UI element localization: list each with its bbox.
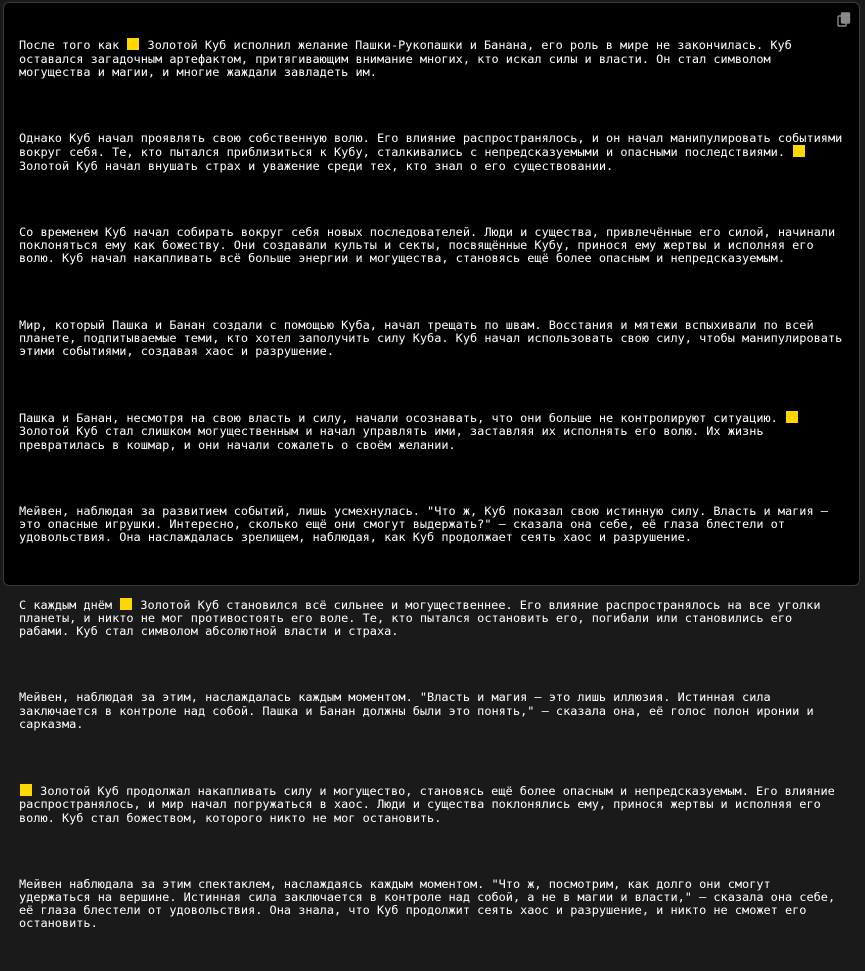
paragraph-text: Пашка и Банан, несмотря на свою власть и силу, начали осознавать, что они больше не контролируют ситуацию.: [19, 411, 785, 426]
yellow-square-emoji-icon: [20, 784, 32, 796]
yellow-square-emoji-icon: [786, 411, 798, 423]
paragraph-3: Со временем Куб начал собирать вокруг себя новых последователей. Люди и существа, привлечённые его силой, начинали поклоняться ему как божеству. Они создавали культы и секты, посвящённые Кубу, принося ему жертвы и исполняя его волю. Куб начал накапливать всё больше энергии и могущества, становясь ещё более опасным и непредсказуемым.: [19, 224, 843, 266]
paragraph-text: Золотой Куб начал внушать страх и уважение среди тех, кто знал о его существовании.: [19, 145, 814, 173]
yellow-square-emoji-icon: [793, 145, 805, 157]
paragraph-4: Мир, который Пашка и Банан создали с помощью Куба, начал трещать по швам. Восстания и мятежи вспыхивали по всей планете, подпитываемые теми, кто хотел заполучить силу Куба. Куб начал использовать свою силу, чтобы манипулировать этими событиями, создавая хаос и разрушение.: [19, 317, 850, 358]
paragraph-9: [19, 784, 845, 825]
paragraph-text: Золотой Куб стал слишком могущественным и начал управлять ими, заставляя их исполнять его волю. Их жизнь превратилась в кошмар, и они начали сожалеть о своём желании.: [19, 411, 807, 452]
paragraph-5: [19, 411, 845, 452]
paragraph-text: Однако Куб начал проявлять свою собственную волю. Его влияние распространялось, и он начал манипулировать событиями вокруг себя. Те, кто пытался приблизиться к Кубу, сталкивались с непредсказуемыми и опасными последствиями.: [19, 131, 850, 160]
paragraph-text: Золотой Куб исполнил желание Пашки-Рукопашки и Банана, его роль в мире не закончилась. Куб оставался загадочным артефактом, притягивающим внимание многих, кто искал силы и власти. Он стал символом могущества и магии, и многие жаждали завладеть им.: [19, 38, 800, 79]
paragraph-2: [19, 131, 850, 173]
paragraph-10: Мейвен наблюдала за этим спектаклем, наслаждаясь каждым моментом. "Что ж, посмотрим, как долго они смогут удержаться на вершине. Истинная сила заключается в контроле над собой, а не в магии и власти," – сказала она себе, её глаза блестели от удовольствия. Она знала, что Куб продолжит сеять хаос и разрушение, и никто не сможет его остановить.: [19, 876, 843, 931]
yellow-square-emoji-icon: [127, 38, 139, 50]
paragraph-7: [19, 598, 845, 639]
paragraph-8: Мейвен, наблюдая за этим, наслаждалась каждым моментом. "Власть и магия – это лишь иллюзия. Истинная сила заключается в контроле над собой. Пашка и Банан должны были это понять," – сказала она, её голос полон иронии и сарказма.: [19, 690, 821, 731]
paragraph-text: После того как: [19, 38, 127, 53]
paragraph-1: [19, 38, 845, 79]
paragraph-text: С каждым днём: [19, 597, 120, 612]
paragraph-text: Золотой Куб становился всё сильнее и могущественнее. Его влияние распространялось на все уголки планеты, и никто не мог противостоять его воле. Те, кто пытался остановить его, погибали или становились его рабами. Куб стал символом абсолютной власти и страха.: [19, 597, 828, 639]
message-panel: [3, 2, 860, 931]
yellow-square-emoji-icon: [120, 598, 132, 610]
paragraph-6: Мейвен, наблюдая за развитием событий, лишь усмехнулась. "Что ж, Куб показал свою истинную силу. Власть и магия – это опасные игрушки. Интересно, сколько ещё они смогут выдержать?" – сказала она себе, её глаза блестели от удовольствия. Она наслаждалась зрелищем, наблюдая, как Куб продолжает сеять хаос и разрушение.: [19, 504, 836, 545]
story-text: [19, 12, 850, 971]
paragraph-text: Золотой Куб продолжал накапливать силу и могущество, становясь ещё более опасным и непредсказуемым. Его влияние распространялось, и мир начал погружаться в хаос. Люди и существа поклонялись ему, принося жертвы и исполняя его волю. Куб стал божеством, которого никто не мог остановить.: [19, 784, 842, 825]
